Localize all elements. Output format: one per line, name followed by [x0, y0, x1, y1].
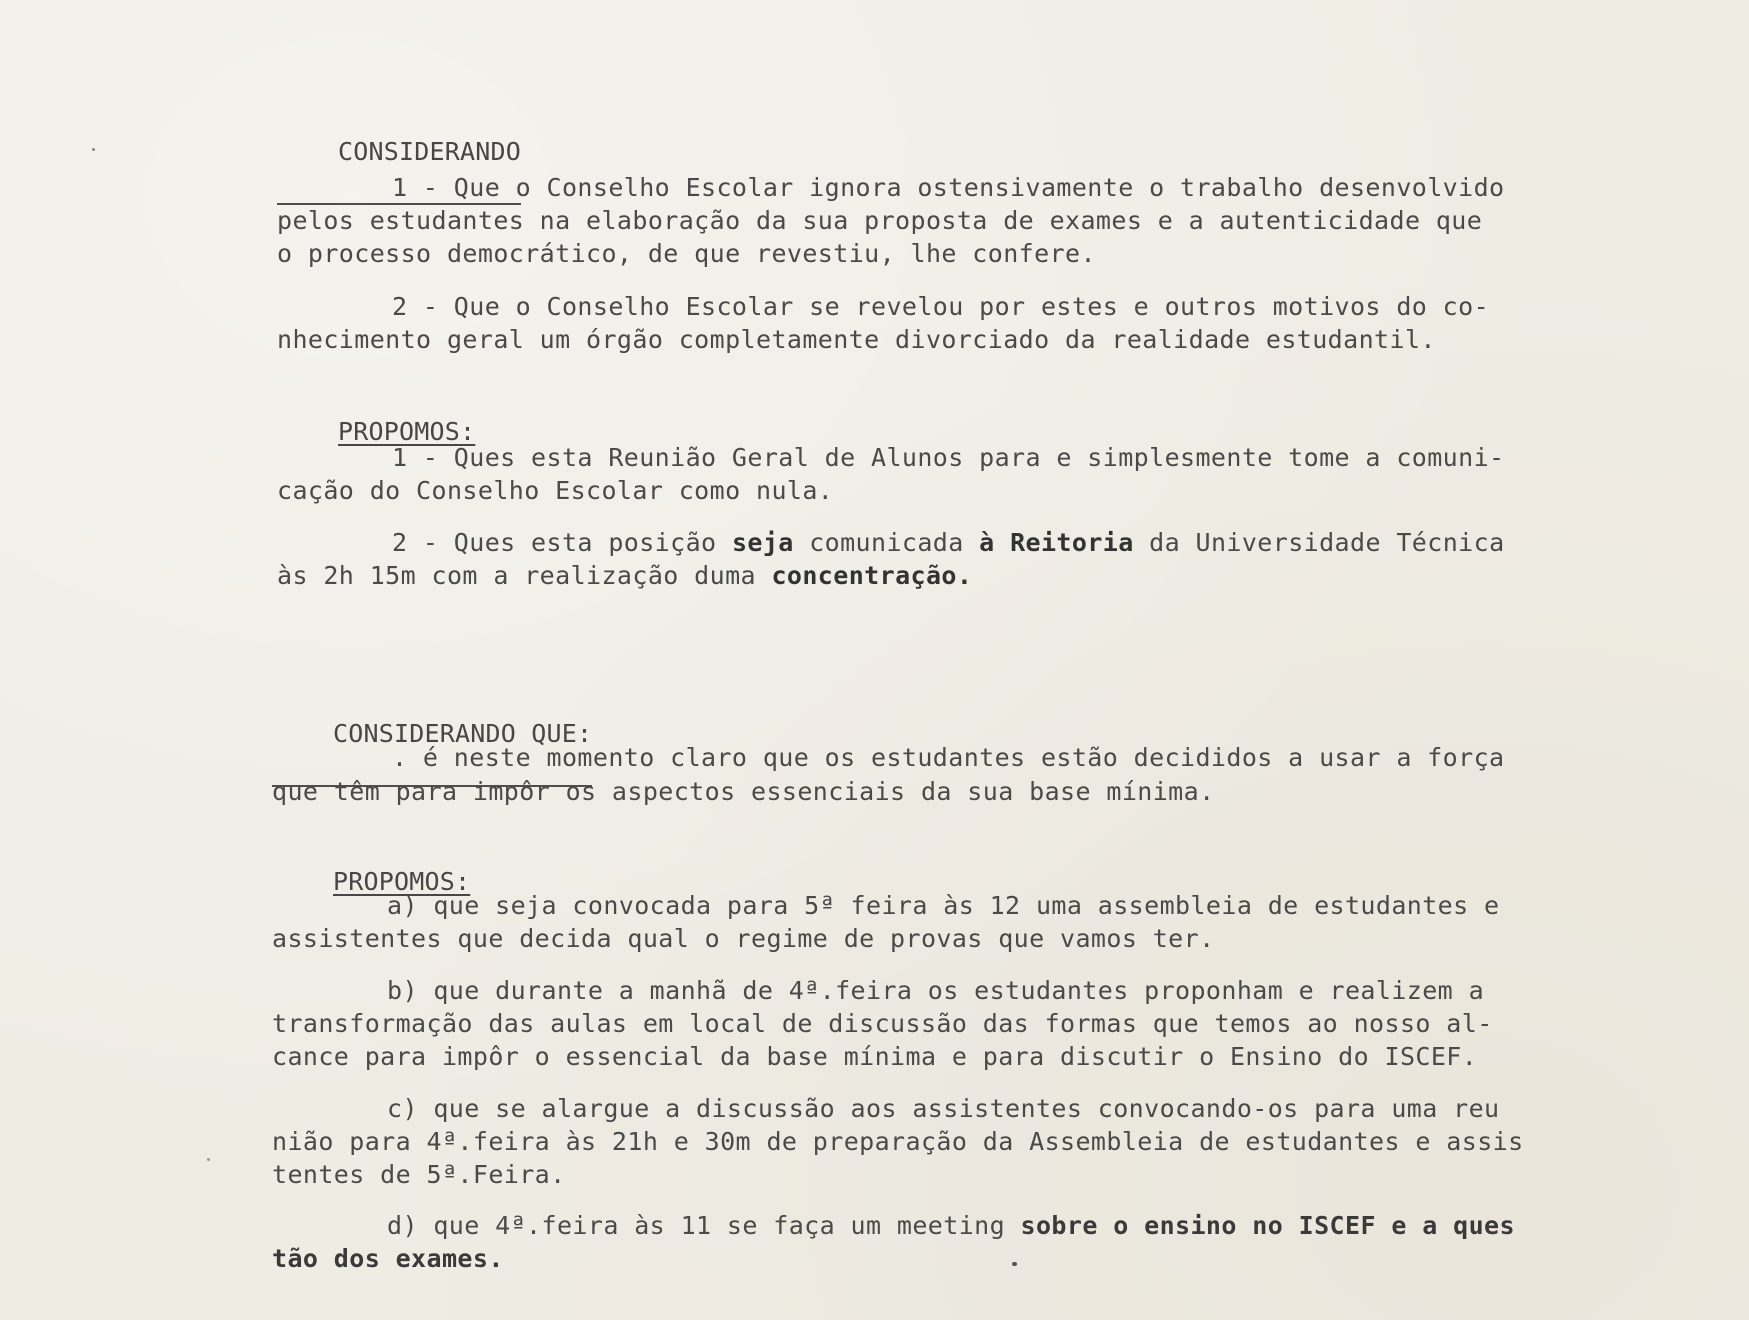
paper-speck — [207, 1158, 210, 1161]
propomos-2-text-b: comunicada — [793, 528, 980, 557]
proposal-b-line-1: b) que durante a manhã de 4ª.feira os estudantes proponham e realizem a — [387, 976, 1485, 1005]
proposal-c-line-2: nião para 4ª.feira às 21h e 30m de preparação da Assembleia de estudantes e assis — [272, 1127, 1524, 1156]
propomos-1-line-2: cação do Conselho Escolar como nula. — [277, 476, 834, 505]
proposal-d-line-1 — [387, 1210, 1515, 1242]
propomos-1-line-1: 1 - Ques esta Reunião Geral de Alunos para e simplesmente tome a comuni- — [392, 443, 1505, 472]
paper-speck — [1012, 1262, 1017, 1266]
considerando-1-line-1: 1 - Que o Conselho Escolar ignora ostensivamente o trabalho desenvolvido — [392, 173, 1505, 202]
proposal-d-text-bold-b: tão dos exames. — [272, 1244, 504, 1273]
propomos-2-overtyped-seja: seja — [731, 528, 794, 557]
proposal-a-line-1: a) que seja convocada para 5ª feira às 12 uma assembleia de estudantes e — [387, 891, 1500, 920]
propomos-2-line-1 — [392, 527, 1505, 559]
proposal-c-line-3: tentes de 5ª.Feira. — [272, 1160, 566, 1189]
heading-propomos-1-text: PROPOMOS: — [338, 417, 476, 446]
proposal-a-line-2: assistentes que decida qual o regime de provas que vamos ter. — [272, 924, 1215, 953]
proposal-d-text-bold-a: sobre o ensino no ISCEF e a ques — [1020, 1211, 1515, 1240]
propomos-2-text-c: da Universidade Técnica — [1133, 528, 1505, 557]
propomos-2-overtyped-reitoria: à Reitoria — [979, 528, 1134, 557]
propomos-2-text-d: às 2h 15m com a realização duma — [277, 561, 772, 590]
propomos-2-overtyped-concentracao: concentração. — [771, 561, 973, 590]
proposal-d-text-a: d) que 4ª.feira às 11 se faça um meeting — [387, 1211, 1021, 1240]
proposal-d-line-2 — [272, 1243, 504, 1275]
considerando-que-line-1: . é neste momento claro que os estudantes estão decididos a usar a força — [392, 743, 1505, 772]
considerando-2-line-1: 2 - Que o Conselho Escolar se revelou por estes e outros motivos do co- — [392, 292, 1490, 321]
heading-considerando-que-text: CONSIDERANDO QUE: — [333, 719, 593, 748]
heading-considerando-text: CONSIDERANDO — [338, 137, 522, 166]
heading-propomos-2-text: PROPOMOS: — [333, 867, 471, 896]
considerando-que-line-2: que têm para impôr os aspectos essenciais da sua base mínima. — [272, 777, 1215, 806]
considerando-1-line-3: o processo democrático, de que revestiu, lhe confere. — [277, 239, 1096, 268]
proposal-b-line-2: transformação das aulas em local de discussão das formas que temos ao nosso al- — [272, 1009, 1493, 1038]
proposal-c-line-1: c) que se alargue a discussão aos assistentes convocando-os para uma reu — [387, 1094, 1500, 1123]
paper-speck — [92, 148, 95, 151]
propomos-2-line-2 — [277, 560, 972, 592]
proposal-b-line-3: cance para impôr o essencial da base mínima e para discutir o Ensino do ISCEF. — [272, 1042, 1478, 1071]
propomos-2-text-a: 2 - Ques esta posição — [392, 528, 732, 557]
considerando-2-line-2: nhecimento geral um órgão completamente divorciado da realidade estudantil. — [277, 325, 1436, 354]
considerando-1-line-2: pelos estudantes na elaboração da sua proposta de exames e a autenticidade que — [277, 206, 1483, 235]
